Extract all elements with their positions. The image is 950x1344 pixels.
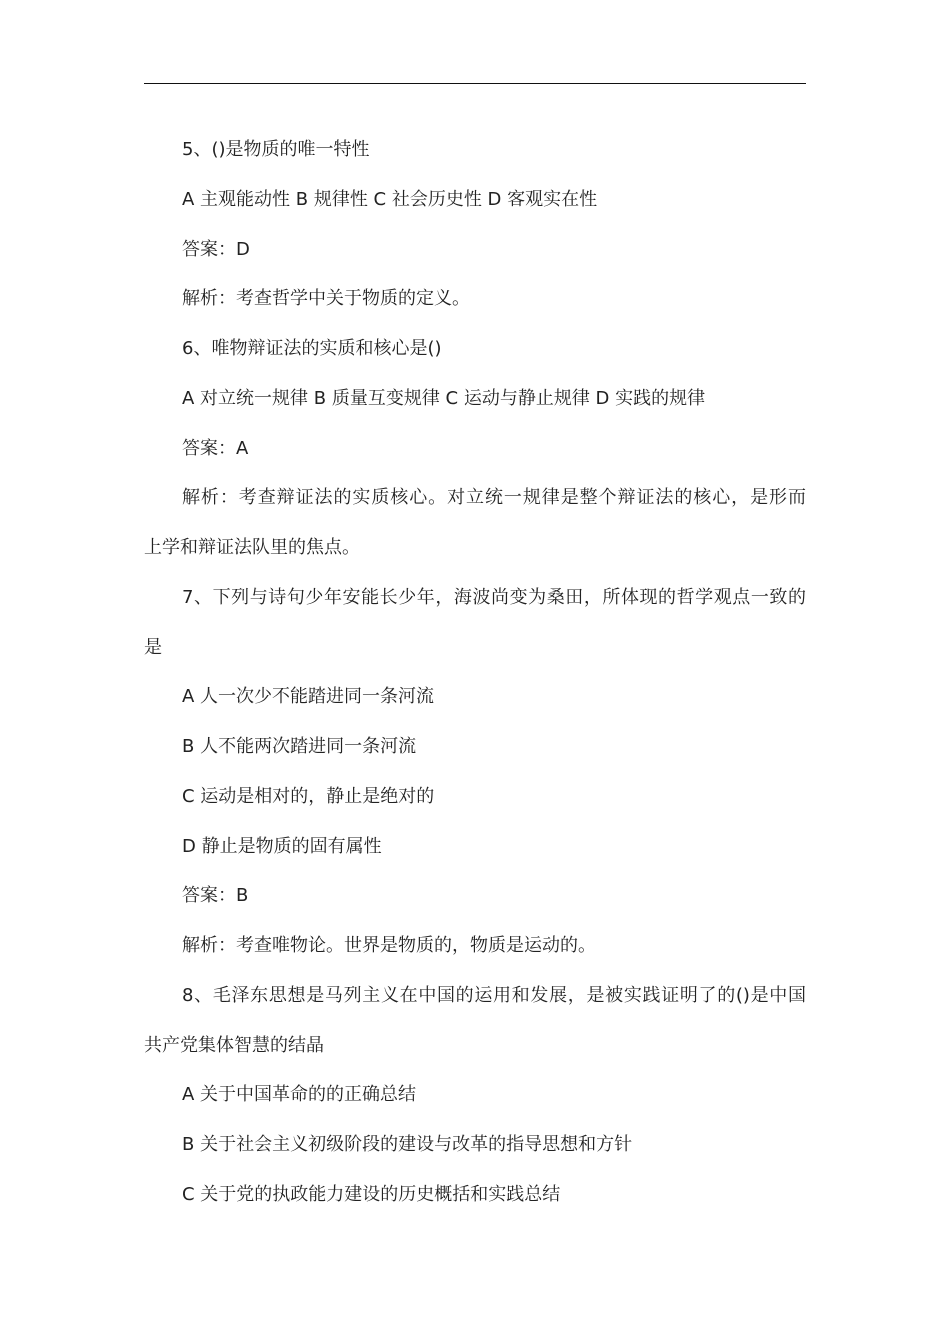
question-8-option-c: C 关于党的执政能力建设的历史概括和实践总结 — [182, 1183, 561, 1205]
question-7-option-a: A 人一次少不能踏进同一条河流 — [182, 686, 435, 708]
question-6: 6、唯物辩证法的实质和核心是() — [182, 338, 442, 359]
question-7-answer: 答案：B — [182, 885, 249, 907]
question-7-option-c: C 运动是相对的，静止是绝对的 — [182, 785, 435, 807]
question-8-option-b: B 关于社会主义初级阶段的建设与改革的指导思想和方针 — [182, 1134, 633, 1155]
question-8-option-a: A 关于中国革命的的正确总结 — [182, 1084, 417, 1106]
question-6-explanation: 解析：考查辩证法的实质核心。对立统一规律是整个辩证法的核心，是形而 — [182, 487, 806, 509]
question-7-option-d: D 静止是物质的固有属性 — [182, 835, 382, 857]
question-6-answer: 答案：A — [182, 437, 249, 459]
question-6-options: A 对立统一规律 B 质量互变规律 C 运动与静止规律 D 实践的规律 — [182, 387, 706, 409]
header-rule — [144, 83, 806, 84]
question-7: 7、下列与诗句少年安能长少年，海波尚变为桑田，所体现的哲学观点一致的 — [182, 586, 806, 608]
question-7-option-b: B 人不能两次踏进同一条河流 — [182, 736, 417, 757]
question-5-answer: 答案：D — [182, 238, 250, 260]
question-5: 5、()是物质的唯一特性 — [182, 139, 370, 160]
question-8-continued: 共产党集体智慧的结晶 — [144, 1034, 324, 1056]
question-5-options: A 主观能动性 B 规律性 C 社会历史性 D 客观实在性 — [182, 188, 598, 210]
question-7-explanation: 解析：考查唯物论。世界是物质的，物质是运动的。 — [182, 935, 596, 956]
question-5-explanation: 解析：考查哲学中关于物质的定义。 — [182, 288, 470, 310]
question-6-explanation-continued: 上学和辩证法队里的焦点。 — [144, 537, 360, 558]
document-body — [144, 125, 806, 1220]
question-8: 8、毛泽东思想是马列主义在中国的运用和发展，是被实践证明了的()是中国 — [182, 984, 806, 1006]
question-7-continued: 是 — [144, 636, 162, 658]
